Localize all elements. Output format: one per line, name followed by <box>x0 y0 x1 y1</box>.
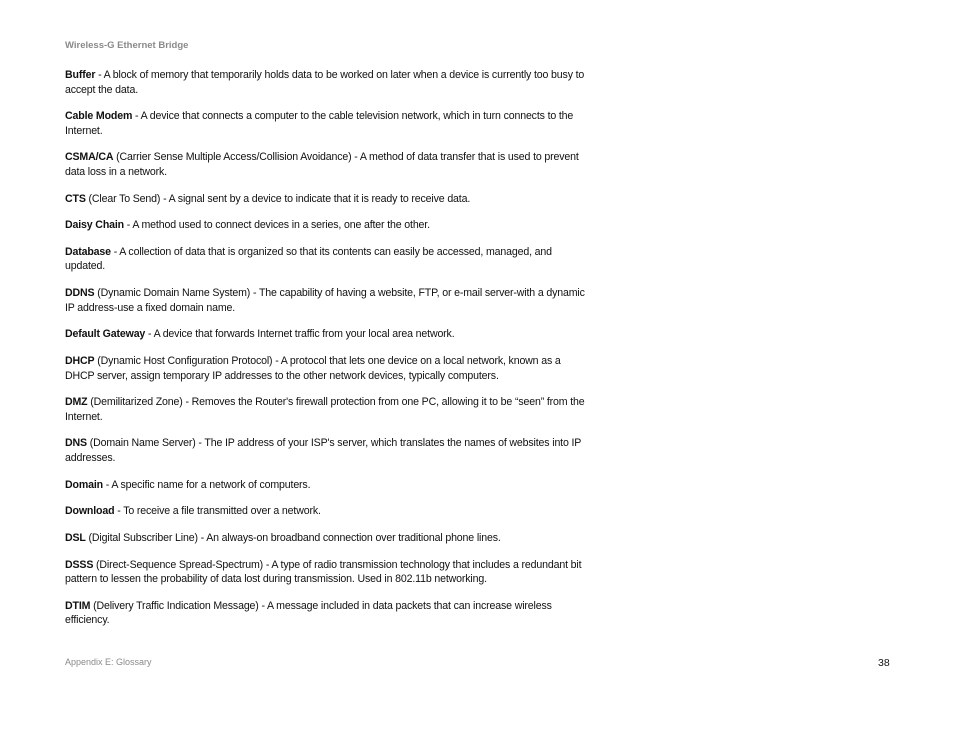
glossary-term: CSMA/CA <box>65 151 114 164</box>
glossary-term: Database <box>65 245 111 258</box>
glossary-entry-dhcp <box>65 354 590 383</box>
glossary-entry-domain <box>65 478 590 493</box>
glossary-term: Domain <box>65 478 103 491</box>
glossary-entry-download <box>65 504 590 519</box>
page-number: 38 <box>878 657 890 669</box>
glossary-definition: - A specific name for a network of computers. <box>102 478 311 491</box>
glossary-entry-dtim <box>65 599 590 628</box>
glossary-term: Cable Modem <box>65 110 133 123</box>
glossary-definition: (Dynamic Host Configuration Protocol) - A protocol that lets one device on a local network, known as a DHCP server, assign temporary IP addresses to the other network devices, typically computers. <box>65 355 561 382</box>
glossary-entry-dsss <box>65 558 590 587</box>
glossary-definition: (Digital Subscriber Line) - An always-on broadband connection over traditional phone lines. <box>85 531 501 544</box>
glossary-definition: (Clear To Send) - A signal sent by a device to indicate that it is ready to receive data. <box>85 192 471 205</box>
glossary-term: Download <box>65 505 115 518</box>
glossary-entry-dmz <box>65 395 590 424</box>
glossary-term: Default Gateway <box>65 328 146 341</box>
glossary-entry-cable-modem <box>65 109 590 138</box>
glossary-definition: (Domain Name Server) - The IP address of your ISP's server, which translates the names of websites into IP addresses. <box>65 437 582 464</box>
glossary-entry-dsl <box>65 531 590 546</box>
glossary-entry-ddns <box>65 286 590 315</box>
glossary-entry-default-gateway <box>65 327 590 342</box>
glossary-definition: (Delivery Traffic Indication Message) - A message included in data packets that can increase wireless efficiency. <box>65 599 552 627</box>
glossary-entry-buffer <box>65 68 590 97</box>
glossary-term: DTIM <box>65 599 91 612</box>
glossary-term: Buffer <box>65 69 96 81</box>
glossary-term: Daisy Chain <box>65 219 124 232</box>
glossary-term: DNS <box>65 437 87 450</box>
glossary-term: DHCP <box>65 355 95 367</box>
glossary-definition: - A method used to connect devices in a series, one after the other. <box>124 219 430 232</box>
glossary-entry-cts <box>65 192 590 207</box>
document-header-title: Wireless-G Ethernet Bridge <box>65 40 189 51</box>
footer-section-label: Appendix E: Glossary <box>65 657 152 667</box>
glossary-definition: - A block of memory that temporarily holds data to be worked on later when a device is currently too busy to accept the data. <box>65 69 585 96</box>
glossary-entry-csma-ca <box>65 150 590 179</box>
glossary-term: DSSS <box>65 558 94 571</box>
glossary-entry-daisy-chain <box>65 218 590 233</box>
glossary-term: DDNS <box>65 287 95 300</box>
glossary-definition: - A collection of data that is organized so that its contents can easily be accessed, managed, and updated. <box>65 245 552 273</box>
glossary-entry-dns <box>65 436 590 465</box>
glossary-definition: (Carrier Sense Multiple Access/Collision Avoidance) - A method of data transfer that is used to prevent data loss in a network. <box>65 151 579 178</box>
glossary-term: DSL <box>65 531 86 544</box>
glossary-term: CTS <box>65 192 86 205</box>
glossary-definition: (Dynamic Domain Name System) - The capability of having a website, FTP, or e-mail server-with a dynamic IP address-use a fixed domain name. <box>65 287 585 314</box>
glossary-definition: (Direct-Sequence Spread-Spectrum) - A type of radio transmission technology that includes a redundant bit pattern to lessen the probability of data lost during transmission. Used in 802.11b networking. <box>65 558 582 586</box>
glossary-definition: (Demilitarized Zone) - Removes the Router's firewall protection from one PC, allowing it to be “seen” from the Internet. <box>65 396 585 423</box>
glossary-definition: - To receive a file transmitted over a network. <box>114 505 321 518</box>
glossary-definition: - A device that connects a computer to the cable television network, which in turn connects to the Internet. <box>65 110 574 137</box>
glossary-definition: - A device that forwards Internet traffic from your local area network. <box>145 328 455 341</box>
glossary-entry-database <box>65 245 590 274</box>
glossary-term: DMZ <box>65 396 88 409</box>
glossary-list <box>65 68 590 640</box>
